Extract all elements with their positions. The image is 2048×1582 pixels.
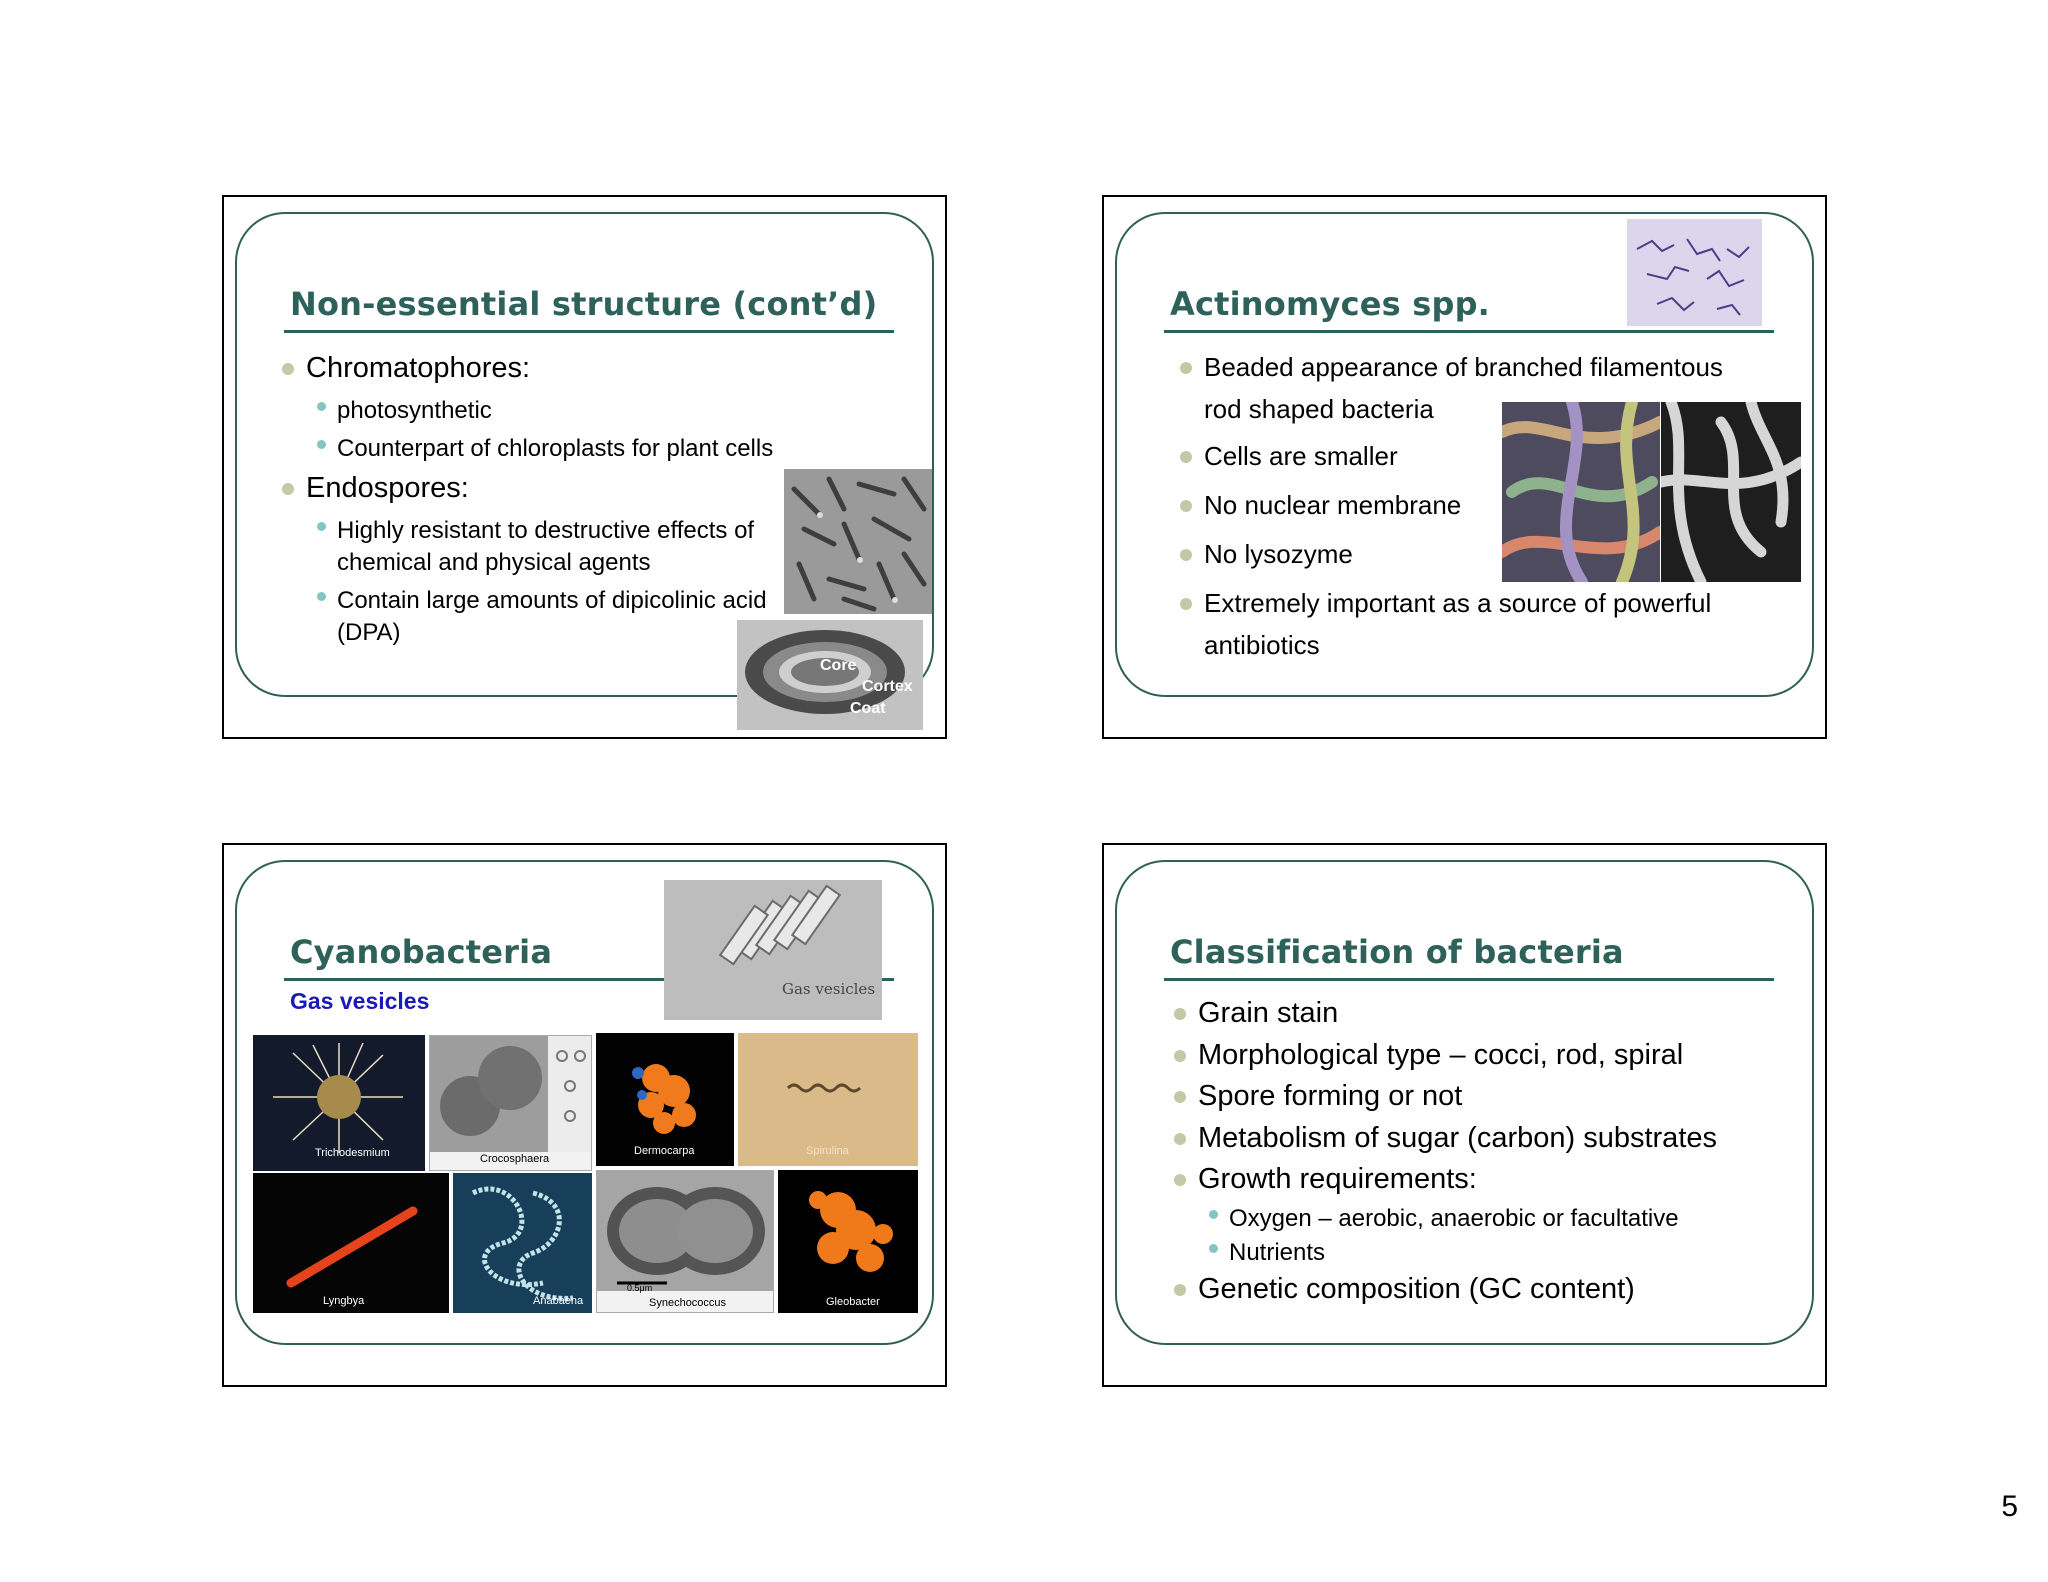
label-synechococcus: Synechococcus xyxy=(649,1297,727,1309)
label-trichodesmium: Trichodesmium xyxy=(315,1147,390,1159)
label-scale-bar: 0.5μm xyxy=(627,1283,653,1293)
actinomyces-stain-image xyxy=(1627,219,1762,326)
label-dermocarpa: Dermocarpa xyxy=(634,1145,695,1157)
slide-1-sub-bullet: photosynthetic xyxy=(337,397,492,424)
actinomyces-color-sem-image xyxy=(1502,402,1660,582)
spirulina-image xyxy=(738,1033,918,1166)
trichodesmium-image xyxy=(253,1035,425,1171)
slide-2-title: Actinomyces spp. xyxy=(1170,285,1491,323)
slide-2-bullet-continuation: antibiotics xyxy=(1204,630,1320,660)
slide-1 xyxy=(222,195,947,739)
rod-bacteria-micrograph xyxy=(784,469,932,614)
slide-3-subtitle: Gas vesicles xyxy=(290,988,430,1014)
label-anabaena: Anabaena xyxy=(533,1295,584,1307)
endospore-cross-section-image xyxy=(737,620,923,730)
label-coat: Coat xyxy=(850,700,886,717)
anabaena-image xyxy=(453,1173,592,1313)
slide-2-bullet-continuation: rod shaped bacteria xyxy=(1204,394,1434,424)
slide-4-bullet: Spore forming or not xyxy=(1198,1080,1463,1112)
lyngbya-image xyxy=(253,1173,449,1313)
slide-2 xyxy=(1102,195,1827,739)
slide-4-bullet: Growth requirements: xyxy=(1198,1163,1477,1195)
slide-3 xyxy=(222,843,947,1387)
slide-4-bullet: Genetic composition (GC content) xyxy=(1198,1273,1635,1305)
slide-1-bullet-endospores: Endospores: xyxy=(306,472,469,504)
slide-2-bullet: Extremely important as a source of powerful xyxy=(1204,588,1712,618)
slide-4-title-rule xyxy=(1164,978,1774,981)
slide-2-bullet: No nuclear membrane xyxy=(1204,490,1462,520)
slide-1-sub-bullet-continuation: (DPA) xyxy=(337,619,401,646)
slide-4 xyxy=(1102,843,1827,1387)
slide-2-bullet: Cells are smaller xyxy=(1204,441,1398,471)
actinomyces-sem-image xyxy=(1661,402,1801,582)
crocosphaera-image xyxy=(429,1035,592,1171)
slide-1-title-rule xyxy=(284,330,894,333)
label-cortex: Cortex xyxy=(862,678,913,695)
page-number: 5 xyxy=(2001,1490,2018,1523)
label-gas-vesicles: Gas vesicles xyxy=(782,980,876,998)
dermocarpa-image xyxy=(596,1033,734,1166)
slide-3-title: Cyanobacteria xyxy=(290,933,553,971)
synechococcus-image xyxy=(596,1170,774,1313)
slide-1-sub-bullet: Contain large amounts of dipicolinic acid xyxy=(337,587,767,614)
slide-4-bullet: Metabolism of sugar (carbon) substrates xyxy=(1198,1122,1717,1154)
slide-1-sub-bullet: Counterpart of chloroplasts for plant cells xyxy=(337,435,774,462)
slide-1-sub-bullet: Highly resistant to destructive effects of xyxy=(337,517,755,544)
label-core: Core xyxy=(820,657,857,674)
label-spirulina: Spirulina xyxy=(806,1145,849,1157)
label-gleobacter: Gleobacter xyxy=(826,1296,880,1308)
slide-4-bullet: Grain stain xyxy=(1198,997,1339,1029)
slide-4-bullet: Morphological type – cocci, rod, spiral xyxy=(1198,1039,1684,1071)
slide-2-bullet: No lysozyme xyxy=(1204,539,1353,569)
slide-1-bullet-chromatophores: Chromatophores: xyxy=(306,352,531,384)
slide-2-title-rule xyxy=(1164,330,1774,333)
slide-4-sub-bullet: Nutrients xyxy=(1229,1239,1326,1266)
slide-1-sub-bullet-continuation: chemical and physical agents xyxy=(337,549,651,576)
gas-vesicles-em-image xyxy=(664,880,882,1020)
gleobacter-image xyxy=(778,1170,918,1313)
slide-4-title: Classification of bacteria xyxy=(1170,933,1624,971)
slide-4-sub-bullet: Oxygen – aerobic, anaerobic or facultative xyxy=(1229,1205,1679,1232)
slide-2-bullet: Beaded appearance of branched filamentous xyxy=(1204,352,1723,382)
slide-1-title: Non-essential structure (cont’d) xyxy=(290,285,878,323)
label-crocosphaera: Crocosphaera xyxy=(480,1153,550,1165)
label-lyngbya: Lyngbya xyxy=(323,1295,365,1307)
